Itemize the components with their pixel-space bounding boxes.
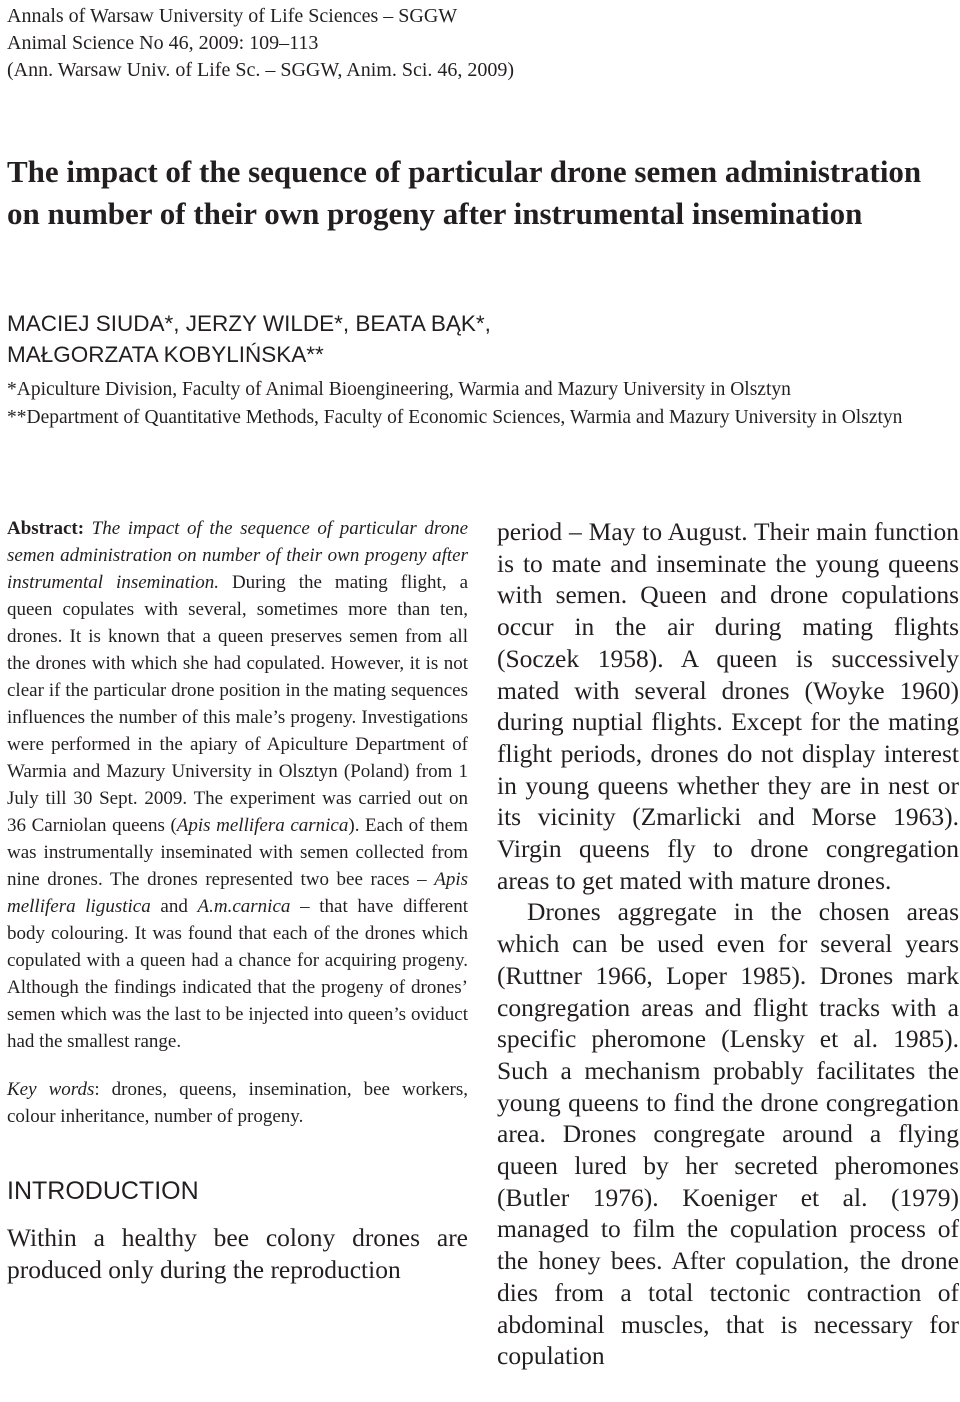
affiliation-1: *Apiculture Division, Faculty of Animal Bioengineering, Warmia and Mazury University in Olsztyn [7, 379, 791, 400]
abstract [7, 515, 468, 1055]
journal-header-line-1: Annals of Warsaw University of Life Sciences – SGGW [7, 5, 458, 27]
journal-header-line-3: (Ann. Warsaw Univ. of Life Sc. – SGGW, Anim. Sci. 46, 2009) [7, 59, 515, 81]
right-column-paragraph-2: Drones aggregate in the chosen areas which can be used even for several years (Ruttner 1966, Loper 1985). Drones mark congregation areas and flight tracks with a specific pheromone (Lensky et al. 1985). Such a mechanism probably facilitates the young queens to find the drone congregation area. Drones congregate around a flying queen lured by her secreted pheromones (Butler 1976). Koeniger et al. (1979) managed to film the copulation process of the honey bees. After copulation, the drone dies from a total tectonic contraction of abdominal muscles, that is necessary for copulation [497, 897, 959, 1371]
abstract-label: Abstract: [7, 518, 85, 539]
abstract-body-4: – that have different body colouring. It was found that each of the drones which copulated with a queen had a chance for acquiring progeny. Although the findings indicated that the progeny of drones’ semen which was the last to be injected into queen’s oviduct had the smallest range. [7, 896, 469, 1052]
right-column-paragraph-1: period – May to August. Their main function is to mate and inseminate the young queens with semen. Queen and drone copulations occur in the air during mating flights (Soczek 1958). A queen is successively mated with several drones (Woyke 1960) during nuptial flights. Except for the mating flight periods, drones do not display interest in young queens whether they are in nest or its vicinity (Zmarlicki and Morse 1963). Virgin queens fly to drone congregation areas to get mated with mature drones. [497, 517, 959, 895]
abstract-body-1: During the mating flight, a queen copulates with several, sometimes more than ten, drones. It is known that a queen preserves semen from all the drones with which she had copulated. However, it is not clear if the particular drone position in the mating sequences influences the number of this male’s progeny. Investigations were performed in the apiary of Apiculture Department of Warmia and Mazury University in Olsztyn (Poland) from 1 July till 30 Sept. 2009. The experiment was carried out on 36 Carniolan queens ( [7, 572, 468, 836]
affiliations [7, 376, 947, 431]
abstract-species-2: Apis mellifera ligustica [7, 869, 468, 917]
author-line-1: MACIEJ SIUDA*, JERZY WILDE*, BEATA BĄK*, [7, 311, 491, 336]
left-column [7, 515, 468, 1286]
journal-header-line-2: Animal Science No 46, 2009: 109–113 [7, 32, 319, 54]
abstract-species-3: A.m.carnica [197, 896, 291, 917]
introduction-text: Within a healthy bee colony drones are produced only during the reproduction [7, 1223, 468, 1284]
abstract-body-3: and [150, 896, 198, 917]
author-line-2: MAŁGORZATA KOBYLIŃSKA** [7, 342, 324, 367]
keywords [7, 1076, 468, 1130]
abstract-species-1: Apis mellifera carnica [176, 815, 349, 836]
abstract-body-2: ). Each of them was instrumentally inseminated with semen collected from nine drones. The drones represented two bee races – [7, 815, 468, 890]
author-list [7, 308, 947, 370]
affiliation-2: **Department of Quantitative Methods, Faculty of Economic Sciences, Warmia and Mazury University in Olsztyn [7, 406, 903, 428]
paper-title: The impact of the sequence of particular drone semen administration on number of their own progeny after instrumental insemination [7, 154, 922, 231]
keywords-text: : drones, queens, insemination, bee workers, colour inheritance, number of progeny. [7, 1079, 468, 1127]
keywords-label: Key words [7, 1079, 95, 1100]
journal-header [7, 3, 514, 84]
introduction-heading: INTRODUCTION [7, 1177, 199, 1205]
abstract-title: The impact of the sequence of particular drone semen administration on number of their own progeny after instrumental insemination. [7, 518, 469, 593]
right-column [497, 516, 959, 1372]
